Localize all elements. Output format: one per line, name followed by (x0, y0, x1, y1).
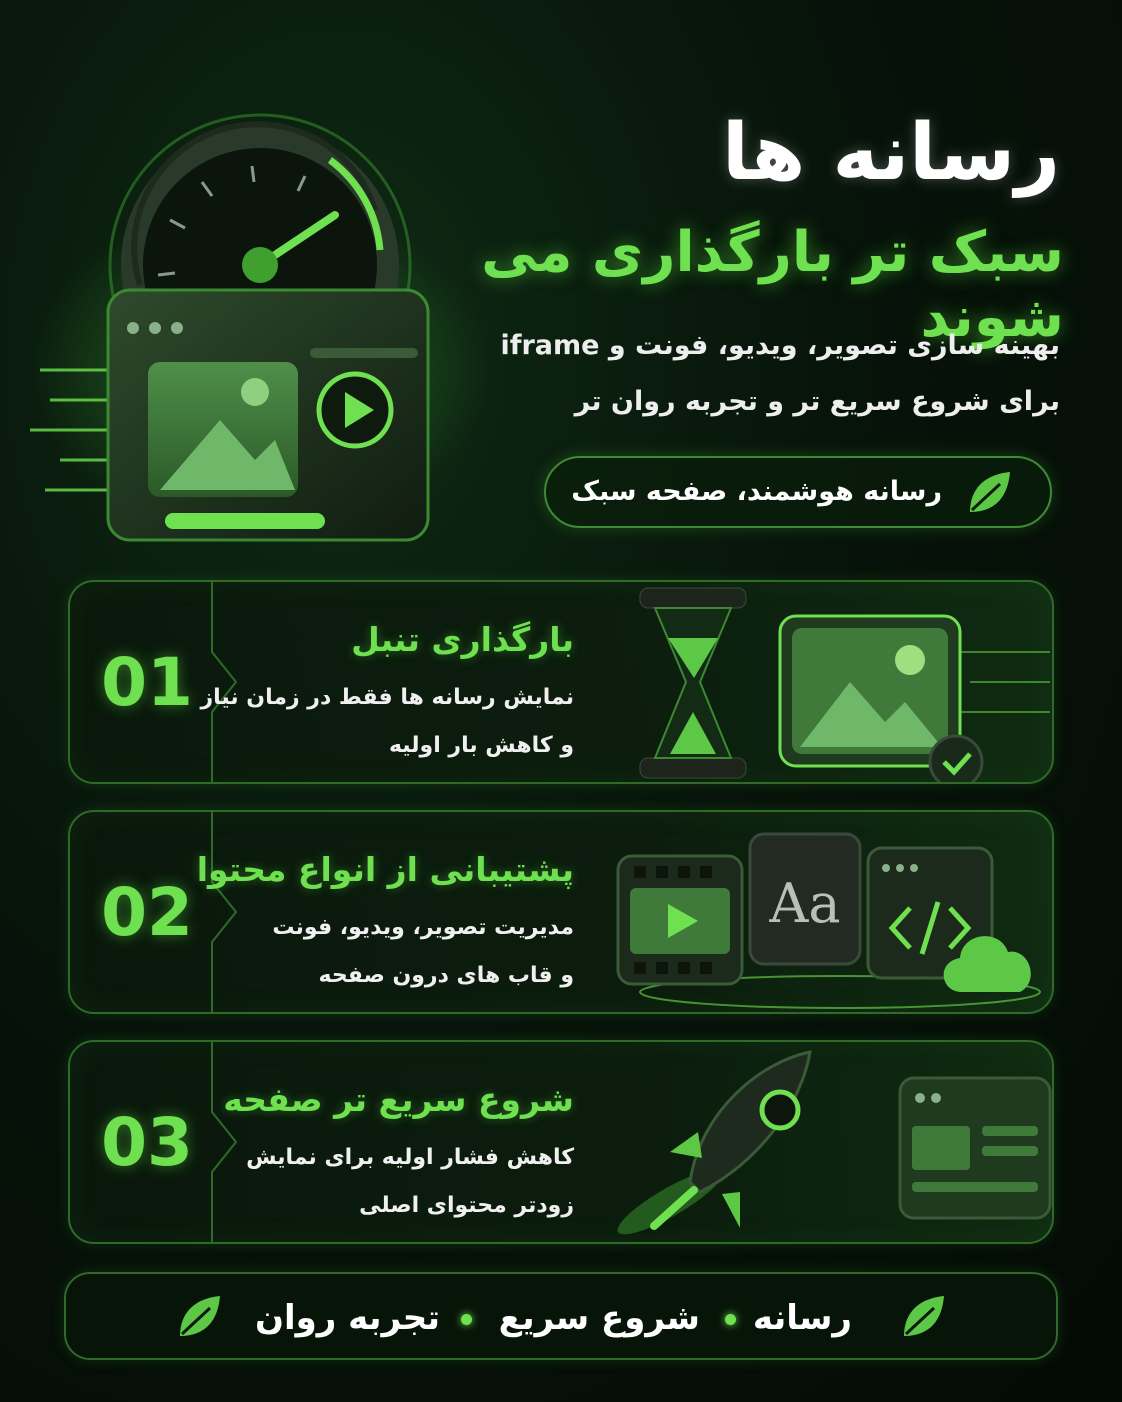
footer-item-media: رسانه (752, 1298, 852, 1338)
browser-window-icon (108, 290, 428, 540)
hourglass-icon (640, 588, 746, 778)
feature-number: 03 (101, 1103, 193, 1181)
rocket-icon (611, 1052, 810, 1242)
page-subtitle-headline: سبک تر بارگذاری می شوند (481, 220, 1064, 350)
feature-title: شروع سریع تر صفحه (223, 1080, 574, 1119)
feature-desc-line-2: و کاهش بار اولیه (388, 733, 574, 758)
feature-title: پشتیبانی از انواع محتوا (196, 850, 574, 889)
footer-item-fast-start: شروع سریع (498, 1298, 700, 1338)
feature-desc-line-1: کاهش فشار اولیه برای نمایش (246, 1145, 574, 1170)
feature-1-illustration (630, 582, 1054, 782)
feature-card-1 (68, 580, 1054, 784)
feature-desc-line-2: زودتر محتوای اصلی (359, 1193, 574, 1218)
badge-text: رسانه هوشمند، صفحه سبک (571, 476, 942, 507)
footer-bar (64, 1272, 1058, 1360)
leaf-icon (896, 1290, 950, 1344)
image-check-icon (780, 616, 982, 782)
footer-item-smooth-experience: تجربه روان (254, 1298, 440, 1338)
subtitle-line-2: برای شروع سریع تر و تجربه روان تر (574, 386, 1060, 417)
feature-desc-line-1: نمایش رسانه ها فقط در زمان نیاز (200, 685, 574, 710)
badge-pill (544, 456, 1052, 528)
feature-desc-line-1: مدیریت تصویر، ویدیو، فونت (272, 915, 574, 940)
leaf-icon (962, 466, 1016, 520)
footer-separator-dot (461, 1314, 472, 1325)
browser-window-icon (900, 1078, 1050, 1218)
page-title: رسانه ها (721, 108, 1060, 198)
feature-number: 01 (101, 643, 193, 721)
svg-text:Aa: Aa (769, 872, 841, 935)
hero-illustration (30, 70, 490, 570)
feature-card-3 (68, 1040, 1054, 1244)
feature-description (154, 904, 574, 1000)
feature-2-illustration (610, 812, 1054, 1012)
subtitle-line-1: بهینه سازی تصویر، ویدیو، فونت و iframe (500, 330, 1060, 361)
feature-card-2 (68, 810, 1054, 1014)
feature-description (154, 1134, 574, 1230)
feature-3-illustration (590, 1042, 1054, 1242)
feature-description (154, 674, 574, 770)
leaf-icon (172, 1290, 226, 1344)
font-icon (750, 834, 860, 964)
feature-number: 02 (101, 873, 193, 951)
footer-separator-dot (725, 1314, 736, 1325)
feature-title: بارگذاری تنبل (351, 620, 574, 659)
video-icon (618, 856, 742, 984)
feature-desc-line-2: و قاب های درون صفحه (318, 963, 574, 988)
